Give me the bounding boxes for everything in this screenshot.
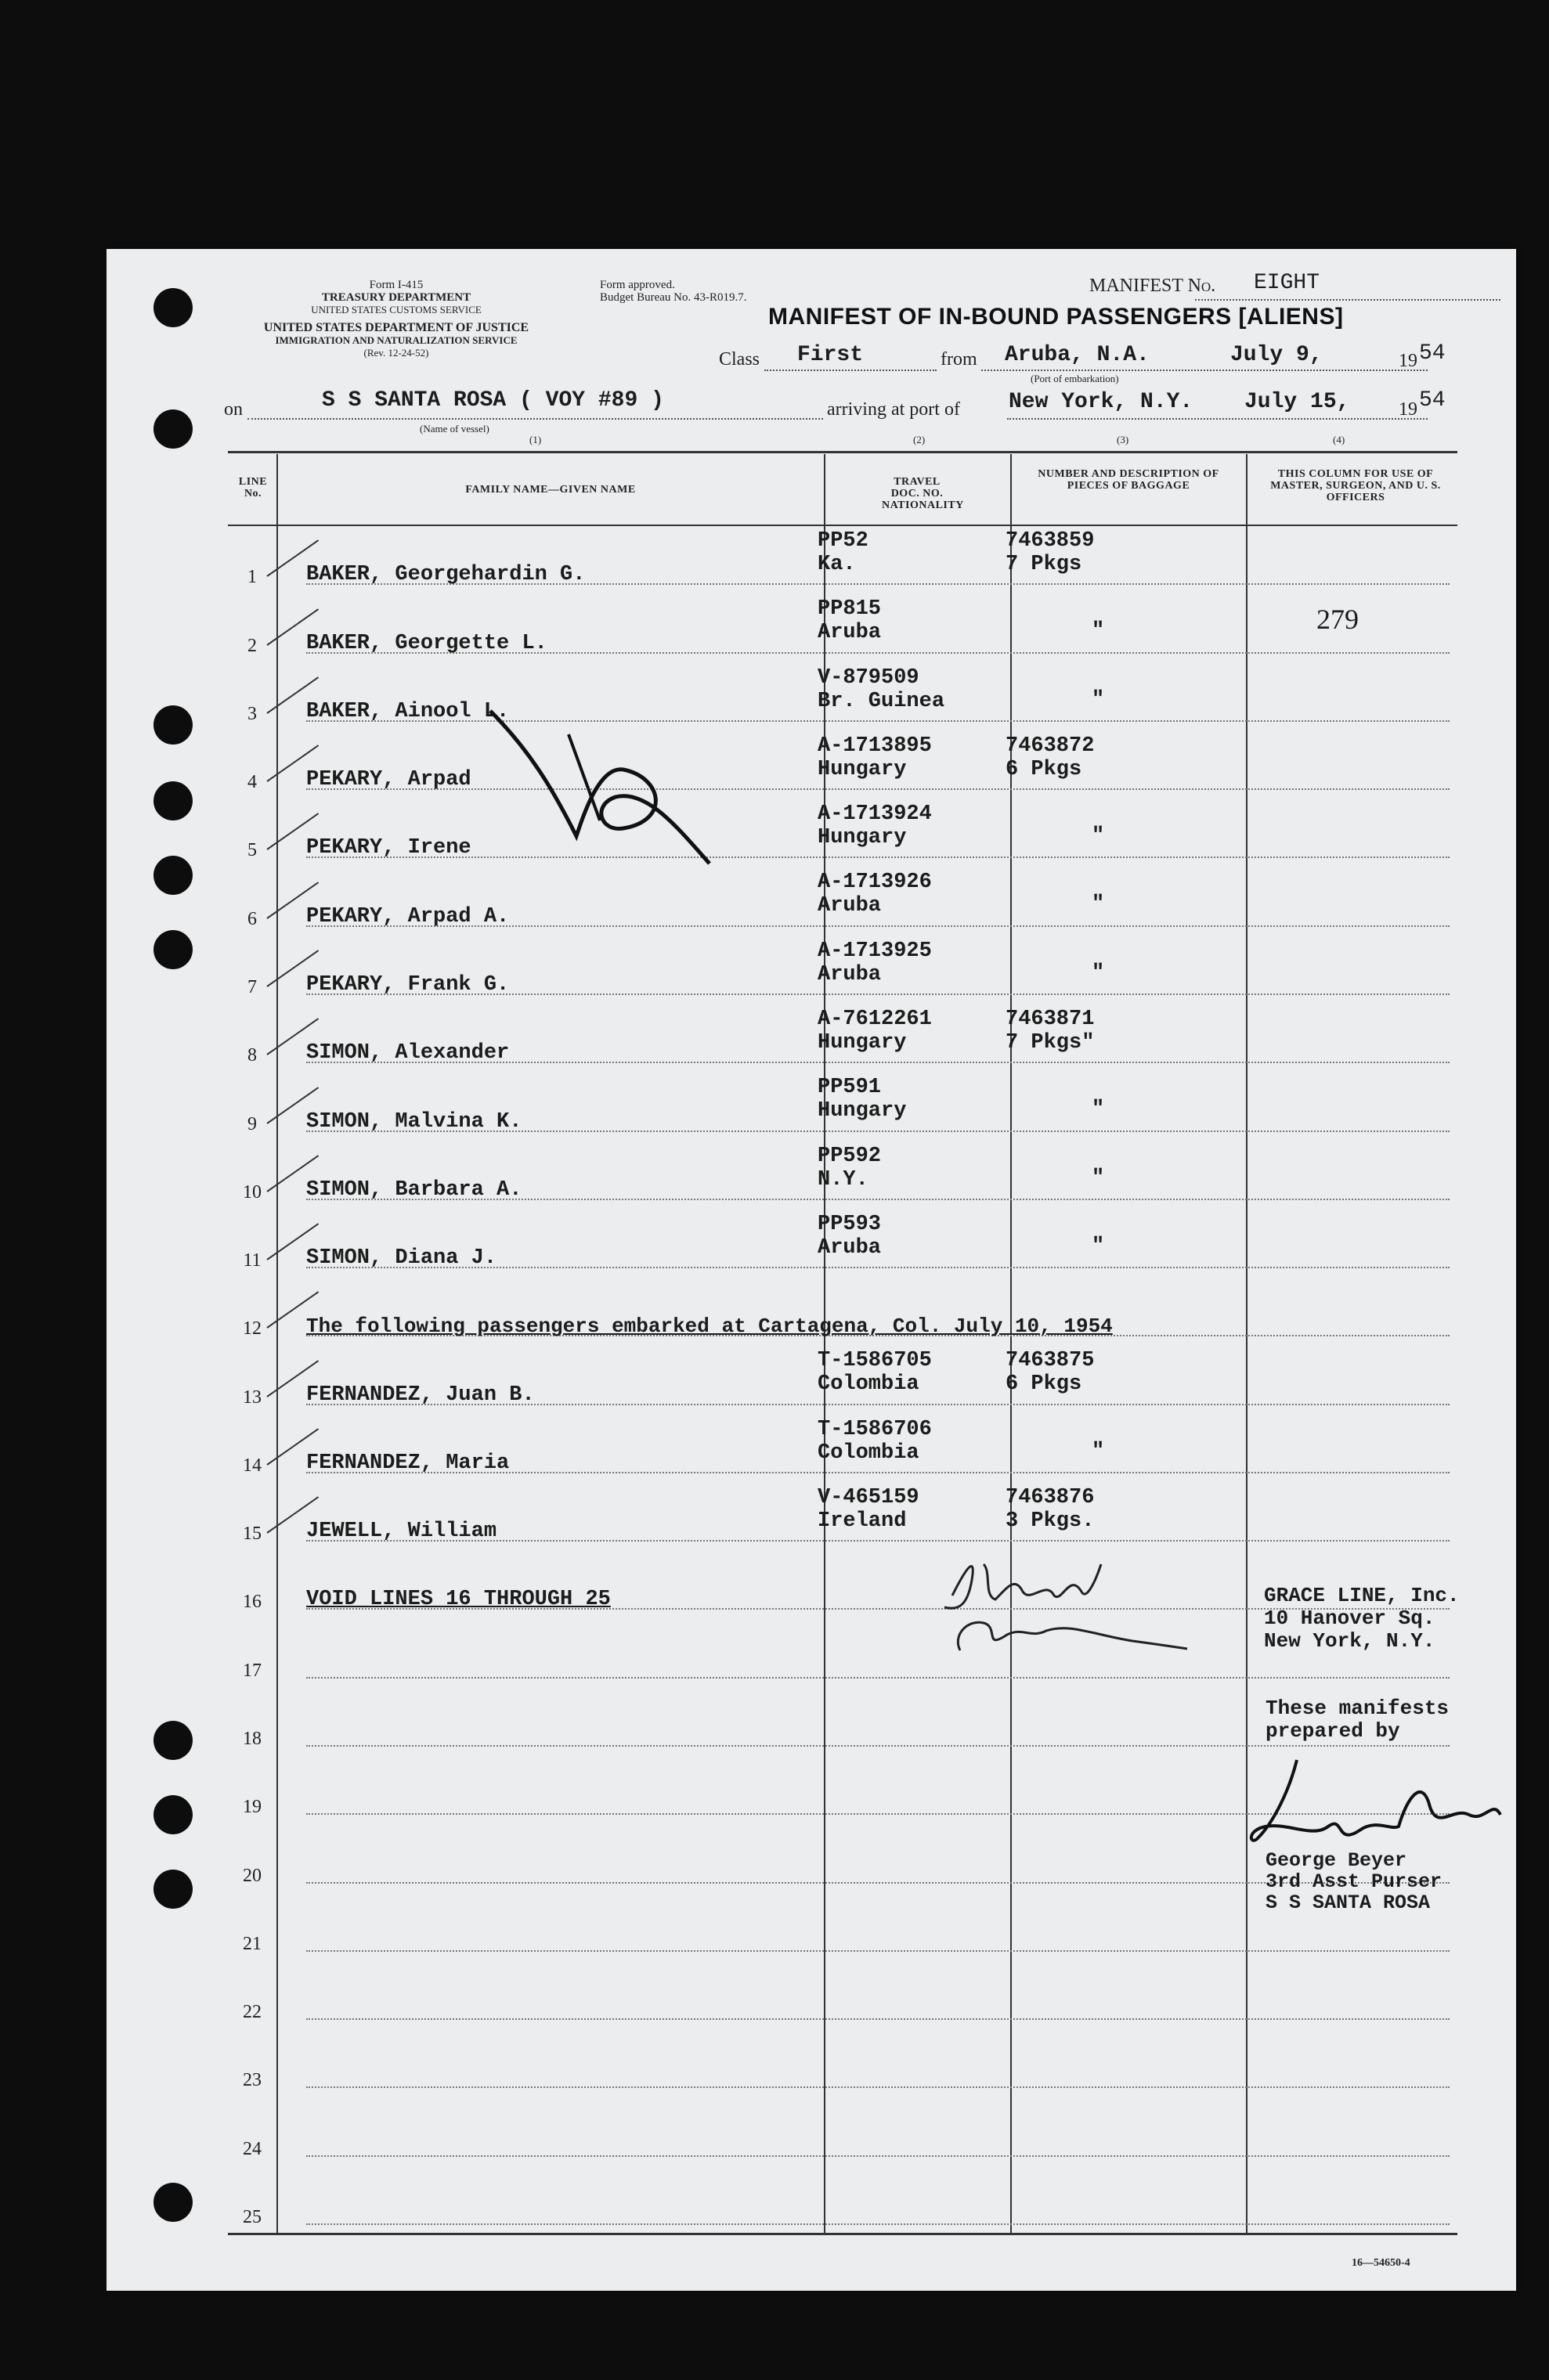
baggage-number: " [1092, 1098, 1105, 1122]
table-bottom-rule [228, 2233, 1457, 2235]
baggage-number: " [1092, 1234, 1105, 1258]
passenger-name: PEKARY, Irene [306, 836, 471, 860]
line-number: 17 [243, 1660, 262, 1681]
page-title: MANIFEST OF IN-BOUND PASSENGERS [ALIENS] [768, 304, 1344, 330]
nationality: Aruba [818, 962, 882, 986]
travel-doc-cell [818, 1008, 932, 1055]
baggage-pieces: 6 Pkgs [1006, 1372, 1082, 1397]
justice-block [224, 322, 569, 359]
purser-signature [1242, 1752, 1508, 1862]
line-number: 2 [247, 635, 257, 656]
col-header-doc: TRAVEL DOC. NO. NATIONALITY [882, 476, 964, 511]
passenger-name: PEKARY, Arpad [306, 768, 471, 792]
table-row [228, 525, 1457, 593]
line-number: 23 [243, 2070, 262, 2091]
baggage-number: 7463872 [1006, 734, 1095, 758]
row-dotted-rule [306, 1950, 1450, 1952]
line-number: 7 [247, 976, 257, 997]
arrival-port: New York, N.Y. [1009, 390, 1193, 414]
purser-vessel: S S SANTA ROSA [1266, 1891, 1431, 1914]
travel-doc-cell [818, 1145, 881, 1192]
travel-doc-number: V-465159 [818, 1485, 919, 1509]
row-dotted-rule [306, 1745, 1450, 1747]
nationality: Hungary [818, 1030, 907, 1055]
col-num-2: (2) [913, 434, 926, 445]
passenger-name: SIMON, Barbara A. [306, 1177, 522, 1202]
treasury-dept: TREASURY DEPARTMENT [321, 291, 471, 304]
punch-hole [153, 930, 193, 969]
passenger-name: BAKER, Ainool L. [306, 699, 510, 723]
from-label: from [941, 349, 977, 370]
line-number: 24 [243, 2138, 262, 2159]
nationality: Hungary [818, 826, 907, 850]
col-header-officers: THIS COLUMN FOR USE OF MASTER, SURGEON, AND U. S. OFFICERS [1270, 468, 1441, 503]
travel-doc-cell [818, 1486, 919, 1533]
baggage-cell [1006, 1008, 1094, 1055]
baggage-cell [1006, 1418, 1104, 1463]
passenger-name: PEKARY, Arpad A. [306, 904, 510, 929]
table-row [228, 798, 1457, 866]
passenger-name: PEKARY, Frank G. [306, 972, 510, 997]
table-row [228, 1140, 1457, 1208]
line-number: 4 [247, 772, 257, 793]
line-number: 5 [247, 840, 257, 861]
nationality: Aruba [818, 894, 882, 918]
baggage-cell [1006, 1213, 1104, 1258]
punch-hole [153, 1721, 193, 1760]
inspector-signature [937, 1549, 1195, 1658]
from-date: July 9, [1230, 343, 1323, 367]
table-top-rule [228, 451, 1457, 453]
baggage-number: " [1092, 1166, 1105, 1190]
baggage-number: " [1092, 687, 1105, 712]
revision-date: (Rev. 12-24-52) [363, 347, 429, 359]
nationality: Colombia [818, 1441, 919, 1465]
col-header-baggage: NUMBER AND DESCRIPTION OF PIECES OF BAGGAGE [1038, 468, 1219, 492]
table-row [228, 662, 1457, 730]
passenger-name: The following passengers embarked at Cartagena, Col. July 10, 1954 [306, 1314, 1113, 1339]
travel-doc-cell [818, 1213, 881, 1260]
passenger-name: FERNANDEZ, Maria [306, 1451, 510, 1475]
travel-doc-cell [818, 1349, 932, 1396]
line-number: 16 [243, 1592, 262, 1613]
manifest-page [107, 249, 1516, 2291]
nationality: Br. Guinea [818, 689, 945, 713]
baggage-cell [1006, 939, 1104, 985]
line-number: 10 [243, 1181, 262, 1203]
from-year: 54 [1419, 341, 1446, 366]
punch-hole [153, 1795, 193, 1834]
travel-doc-cell [818, 597, 881, 644]
company-city: New York, N.Y. [1264, 1629, 1435, 1653]
row-dotted-rule [306, 2018, 1450, 2020]
table-row [228, 2096, 1457, 2164]
nationality: Aruba [818, 1235, 882, 1260]
passenger-name: BAKER, Georgehardin G. [306, 563, 586, 587]
baggage-cell [1006, 666, 1104, 712]
col-num-3: (3) [1117, 434, 1129, 445]
passenger-name: FERNANDEZ, Juan B. [306, 1383, 535, 1407]
from-year-prefix: 19 [1399, 351, 1417, 371]
travel-doc-cell [818, 529, 868, 576]
row-dotted-rule [306, 1677, 1450, 1679]
travel-doc-number: PP52 [818, 529, 868, 553]
nationality: Colombia [818, 1372, 919, 1397]
travel-doc-number: A-1713924 [818, 802, 932, 827]
baggage-cell [1006, 1486, 1094, 1533]
table-row [228, 1481, 1457, 1549]
punch-hole [153, 288, 193, 327]
col-header-line: LINE No. [238, 476, 268, 499]
class-dots [764, 370, 937, 371]
baggage-number: " [1092, 619, 1105, 644]
travel-doc-number: PP592 [818, 1144, 882, 1168]
travel-doc-cell [818, 1418, 932, 1465]
passenger-name: JEWELL, William [306, 1520, 497, 1544]
manifest-no-label: MANIFEST No. [1089, 276, 1216, 296]
purser-block [1266, 1850, 1442, 1913]
vessel-dots [247, 418, 823, 420]
purser-name: George Beyer [1266, 1849, 1407, 1872]
nationality: Aruba [818, 621, 882, 645]
baggage-cell [1006, 734, 1094, 781]
table-row [228, 2165, 1457, 2233]
line-number: 12 [243, 1318, 262, 1340]
officer-note: 279 [1316, 604, 1359, 635]
row-dotted-rule [306, 2223, 1450, 2225]
table-row [228, 2028, 1457, 2096]
travel-doc-number: A-1713895 [818, 734, 932, 758]
baggage-cell [1006, 1076, 1104, 1121]
port-embarkation-caption: (Port of embarkation) [1031, 373, 1119, 384]
form-number: Form I-415 [369, 279, 424, 291]
travel-doc-number: PP593 [818, 1212, 882, 1236]
line-number: 8 [247, 1045, 257, 1066]
from-port: Aruba, N.A. [1005, 343, 1150, 367]
passenger-name: SIMON, Alexander [306, 1041, 510, 1066]
line-number: 20 [243, 1865, 262, 1886]
table-row [228, 593, 1457, 661]
from-dots [981, 370, 1428, 371]
travel-doc-number: A-1713925 [818, 939, 932, 963]
baggage-cell [1006, 802, 1104, 848]
line-number: 18 [243, 1729, 262, 1750]
row-dotted-rule [306, 856, 1450, 858]
baggage-number: " [1092, 892, 1105, 917]
baggage-cell [1006, 1349, 1094, 1396]
customs-service: UNITED STATES CUSTOMS SERVICE [311, 304, 482, 316]
line-number: 25 [243, 2206, 262, 2227]
justice-dept: UNITED STATES DEPARTMENT OF JUSTICE [263, 321, 529, 334]
travel-doc-cell [818, 666, 944, 713]
arrival-date: July 15, [1244, 390, 1350, 414]
class-label: Class [719, 349, 760, 370]
on-label: on [224, 399, 243, 420]
baggage-cell [1006, 871, 1104, 916]
col-num-1: (1) [529, 434, 542, 445]
line-number: 22 [243, 2002, 262, 2023]
line-number: 9 [247, 1113, 257, 1134]
baggage-number: " [1092, 961, 1105, 985]
nationality: Ka. [818, 553, 856, 576]
line-number: 6 [247, 908, 257, 929]
class-value: First [797, 343, 864, 367]
baggage-pieces: 3 Pkgs. [1006, 1509, 1095, 1533]
company-block [1264, 1585, 1460, 1653]
passenger-name: BAKER, Georgette L. [306, 631, 547, 655]
baggage-number: 7463871 [1006, 1007, 1095, 1031]
manifest-no-dots [1195, 299, 1500, 301]
col-header-name: FAMILY NAME—GIVEN NAME [465, 484, 636, 496]
baggage-pieces: 6 Pkgs [1006, 757, 1082, 781]
passenger-name: SIMON, Diana J. [306, 1246, 497, 1271]
form-approved-block [600, 279, 746, 304]
travel-doc-number: PP591 [818, 1076, 882, 1100]
line-number: 3 [247, 703, 257, 724]
travel-doc-cell [818, 734, 932, 781]
baggage-pieces: 7 Pkgs [1006, 553, 1082, 576]
nationality: Hungary [818, 1099, 907, 1123]
baggage-number: " [1092, 1439, 1105, 1463]
table-row [228, 1960, 1457, 2028]
travel-doc-number: A-7612261 [818, 1007, 932, 1031]
table-row [228, 935, 1457, 1003]
arriving-label: arriving at port of [827, 399, 960, 420]
travel-doc-cell [818, 871, 932, 918]
nationality: Hungary [818, 757, 907, 781]
table-row [228, 1276, 1457, 1344]
form-approved: Form approved. [600, 279, 675, 291]
vessel-name: S S SANTA ROSA ( VOY #89 ) [322, 388, 664, 413]
baggage-cell [1006, 529, 1094, 576]
travel-doc-number: PP815 [818, 597, 882, 622]
travel-doc-number: T-1586706 [818, 1417, 932, 1441]
punch-hole [153, 409, 193, 449]
line-number: 1 [247, 567, 257, 588]
row-dotted-rule [306, 2155, 1450, 2157]
table-row [228, 1071, 1457, 1139]
company-name: GRACE LINE, Inc. [1264, 1584, 1460, 1607]
purser-title: 3rd Asst Purser [1266, 1870, 1442, 1893]
table-row [228, 866, 1457, 934]
travel-doc-number: V-879509 [818, 665, 919, 690]
baggage-pieces: 7 Pkgs" [1006, 1030, 1095, 1055]
vessel-caption: (Name of vessel) [420, 423, 489, 435]
baggage-cell [1006, 597, 1104, 643]
punch-hole [153, 781, 193, 820]
travel-doc-cell [818, 1076, 906, 1123]
travel-doc-number: A-1713926 [818, 871, 932, 895]
check-scribble [482, 703, 717, 883]
baggage-number: 7463876 [1006, 1485, 1095, 1509]
budget-bureau: Budget Bureau No. 43-R019.7. [600, 291, 747, 304]
row-dotted-rule [306, 2086, 1450, 2088]
travel-doc-cell [818, 802, 932, 849]
passenger-name: VOID LINES 16 THROUGH 25 [306, 1588, 611, 1612]
punch-hole [153, 1870, 193, 1909]
table-row [228, 730, 1457, 798]
form-number-block [287, 279, 506, 316]
ins-service: IMMIGRATION AND NATURALIZATION SERVICE [275, 334, 518, 346]
punch-hole [153, 2183, 193, 2222]
nationality: N.Y. [818, 1167, 868, 1192]
baggage-number: 7463859 [1006, 529, 1095, 553]
footer-code: 16—54650-4 [1352, 2257, 1410, 2269]
table-row [228, 1003, 1457, 1071]
baggage-cell [1006, 1145, 1104, 1190]
line-number: 13 [243, 1387, 262, 1408]
arrival-year-prefix: 19 [1399, 399, 1417, 420]
row-dotted-rule [306, 788, 1450, 790]
arrival-dots [1007, 418, 1428, 420]
prepared-line-1: These manifests [1266, 1697, 1450, 1720]
passenger-name: SIMON, Malvina K. [306, 1109, 522, 1134]
line-number: 19 [243, 1797, 262, 1818]
prepared-block [1266, 1697, 1449, 1743]
baggage-number: 7463875 [1006, 1349, 1095, 1373]
baggage-number: " [1092, 824, 1105, 849]
arrival-year: 54 [1419, 388, 1446, 413]
punch-hole [153, 856, 193, 895]
table-row [228, 1208, 1457, 1276]
nationality: Ireland [818, 1509, 907, 1533]
line-number: 15 [243, 1524, 262, 1545]
punch-hole [153, 705, 193, 745]
travel-doc-number: T-1586705 [818, 1349, 932, 1373]
line-number: 14 [243, 1455, 262, 1476]
company-address: 10 Hanover Sq. [1264, 1606, 1435, 1630]
line-number: 11 [243, 1250, 262, 1271]
table-row [228, 1413, 1457, 1481]
line-number: 21 [243, 1933, 262, 1954]
prepared-line-2: prepared by [1266, 1719, 1400, 1743]
table-row [228, 1344, 1457, 1412]
manifest-no-value: EIGHT [1254, 271, 1320, 295]
travel-doc-cell [818, 939, 932, 986]
col-num-4: (4) [1333, 434, 1345, 445]
